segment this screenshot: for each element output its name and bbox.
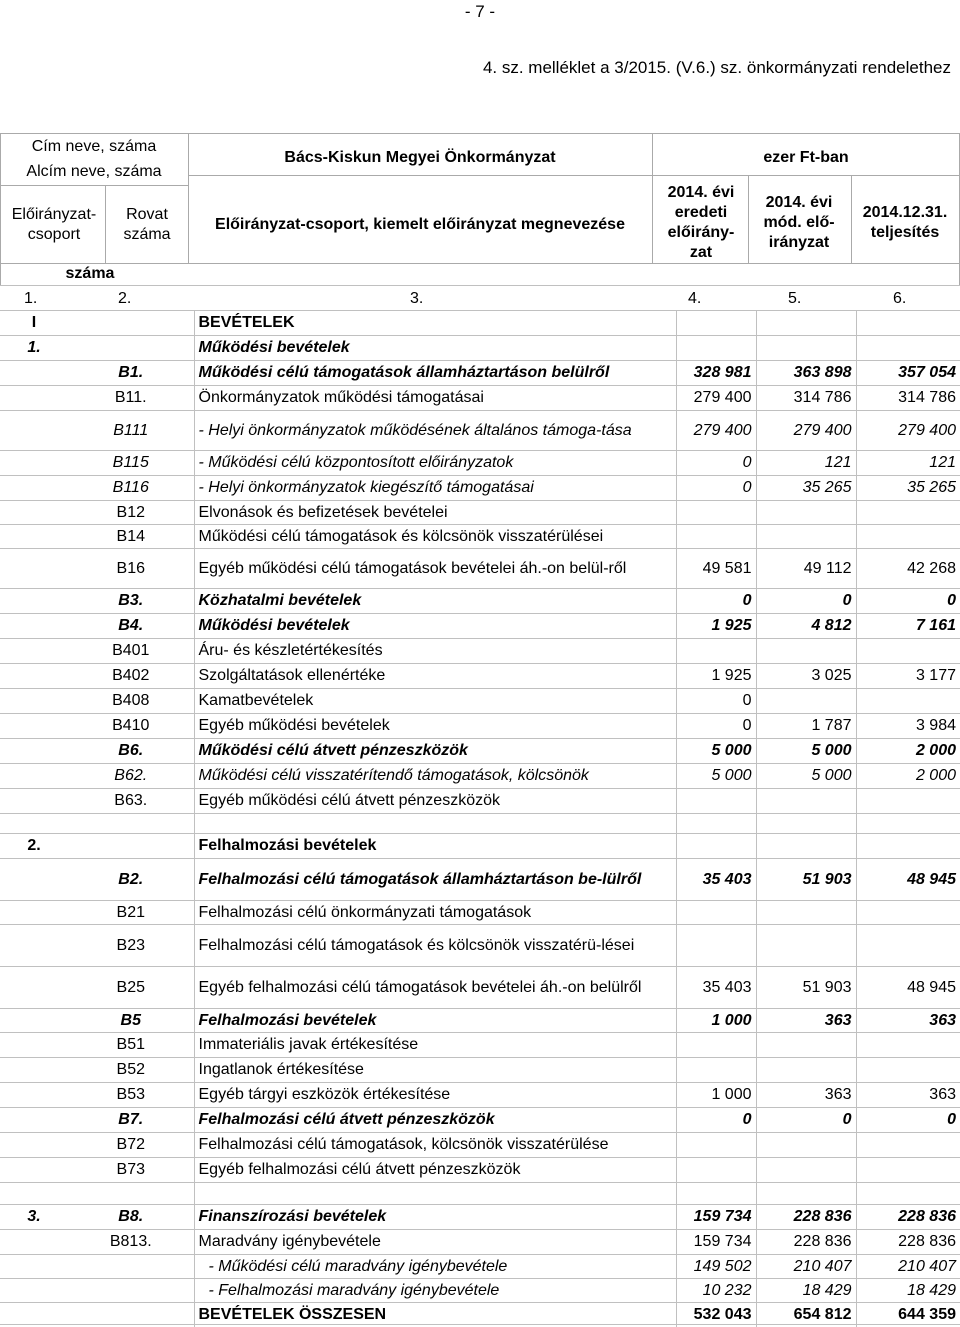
row-original-budget [676,1133,756,1158]
row-original-budget: 279 400 [676,411,756,451]
row-original-budget [676,1058,756,1083]
row-rovat-code: B16 [68,549,194,589]
row-modified-budget [756,925,856,967]
row-original-budget: 0 [676,689,756,714]
table-bottom-border [0,1324,960,1325]
row-performance [856,525,960,549]
row-description: BEVÉTELEK [194,311,676,336]
table-row [0,386,960,411]
row-section-number [0,386,68,411]
row-section-number [0,411,68,451]
row-rovat-code: B3. [68,589,194,614]
row-description: BEVÉTELEK ÖSSZESEN [194,1303,676,1327]
row-modified-budget: 121 [756,451,856,476]
row-section-number [0,525,68,549]
row-description: Önkormányzatok működési támogatásai [194,386,676,411]
row-rovat-code [68,311,194,336]
row-performance [856,639,960,664]
row-section-number [0,925,68,967]
col-number-6: 6. [893,290,907,307]
table-row [0,1133,960,1158]
table-row [0,789,960,814]
table-row [0,549,960,589]
row-rovat-code [68,336,194,361]
row-description: Működési bevételek [194,614,676,639]
row-section-number [0,739,68,764]
row-original-budget: 0 [676,476,756,501]
row-modified-budget [756,901,856,925]
row-performance: 210 407 [856,1255,960,1279]
row-original-budget: 1 000 [676,1009,756,1033]
row-section-number: 2. [0,834,68,859]
row-rovat-code: B25 [68,967,194,1009]
row-original-budget [676,814,756,834]
table-row [0,614,960,639]
row-description: Egyéb felhalmozási célú átvett pénzeszközök [194,1158,676,1183]
row-rovat-code: B21 [68,901,194,925]
row-description: Működési célú támogatások államháztartáson belülről [194,361,676,386]
row-rovat-code: B408 [68,689,194,714]
alcim-label: Alcím neve, száma [26,163,162,180]
row-performance [856,336,960,361]
row-original-budget [676,789,756,814]
row-performance: 7 161 [856,614,960,639]
row-section-number: 3. [0,1205,68,1230]
table-row [0,664,960,689]
row-modified-budget: 49 112 [756,549,856,589]
row-performance [856,1183,960,1205]
col5-label: 2014. évi mód. elő-irányzat [763,194,835,251]
row-description: Finanszírozási bevételek [194,1205,676,1230]
table-row [0,901,960,925]
row-modified-budget [756,1058,856,1083]
row-performance: 314 786 [856,386,960,411]
row-rovat-code: B11. [68,386,194,411]
row-original-budget: 0 [676,1108,756,1133]
row-original-budget: 5 000 [676,739,756,764]
row-section-number [0,859,68,901]
row-description: Egyéb felhalmozási célú támogatások bevételei áh.-on belülről [194,967,676,1009]
row-rovat-code: B813. [68,1230,194,1255]
row-section-number [0,1183,68,1205]
row-rovat-code [68,834,194,859]
row-section-number [0,476,68,501]
table-row [0,859,960,901]
row-modified-budget: 363 [756,1083,856,1108]
row-performance: 279 400 [856,411,960,451]
col-number-1: 1. [24,290,38,307]
row-original-budget [676,639,756,664]
row-rovat-code: B4. [68,614,194,639]
row-section-number [0,361,68,386]
row-rovat-code: B5 [68,1009,194,1033]
row-description: Működési bevételek [194,336,676,361]
row-performance: 0 [856,589,960,614]
unit-label: ezer Ft-ban [763,149,849,166]
row-original-budget [676,834,756,859]
row-modified-budget: 51 903 [756,967,856,1009]
row-modified-budget [756,1158,856,1183]
row-description: Felhalmozási célú önkormányzati támogatások [194,901,676,925]
row-performance: 48 945 [856,859,960,901]
row-rovat-code: B401 [68,639,194,664]
row-rovat-code: B410 [68,714,194,739]
row-description: Egyéb működési bevételek [194,714,676,739]
row-performance [856,501,960,525]
row-performance: 228 836 [856,1230,960,1255]
table-row [0,1033,960,1058]
row-modified-budget [756,525,856,549]
row-original-budget: 159 734 [676,1230,756,1255]
row-performance [856,1058,960,1083]
row-description: Egyéb működési célú átvett pénzeszközök [194,789,676,814]
row-description: Szolgáltatások ellenértéke [194,664,676,689]
row-modified-budget: 5 000 [756,764,856,789]
row-description: Felhalmozási célú támogatások és kölcsönök visszatérü-lései [194,925,676,967]
row-original-budget: 159 734 [676,1205,756,1230]
row-modified-budget [756,834,856,859]
row-original-budget [676,311,756,336]
table-row [0,525,960,549]
table-row [0,639,960,664]
row-performance: 228 836 [856,1205,960,1230]
row-original-budget: 5 000 [676,764,756,789]
rovat-szama-label: Rovat száma [123,206,171,243]
row-section-number: 1. [0,336,68,361]
row-section-number [0,789,68,814]
row-original-budget: 49 581 [676,549,756,589]
row-section-number [0,1108,68,1133]
col6-label: 2014.12.31. teljesítés [862,204,948,241]
col-number-5: 5. [788,290,802,307]
row-rovat-code: B8. [68,1205,194,1230]
row-performance: 42 268 [856,549,960,589]
row-rovat-code [68,1303,194,1327]
row-rovat-code: B115 [68,451,194,476]
row-rovat-code: B72 [68,1133,194,1158]
row-performance [856,1158,960,1183]
row-description: Egyéb tárgyi eszközök értékesítése [194,1083,676,1108]
row-performance: 357 054 [856,361,960,386]
row-performance: 121 [856,451,960,476]
row-section-number [0,901,68,925]
row-modified-budget [756,1033,856,1058]
row-section-number [0,1133,68,1158]
row-section-number [0,664,68,689]
row-modified-budget [756,814,856,834]
szama-label: száma [65,265,115,282]
row-rovat-code: B116 [68,476,194,501]
row-performance: 2 000 [856,739,960,764]
row-section-number [0,689,68,714]
row-original-budget [676,336,756,361]
page-number: - 7 - [464,2,496,21]
row-modified-budget [756,336,856,361]
row-modified-budget: 210 407 [756,1255,856,1279]
row-performance: 3 177 [856,664,960,689]
row-modified-budget: 18 429 [756,1279,856,1303]
row-description [194,814,676,834]
row-modified-budget: 4 812 [756,614,856,639]
col-number-2: 2. [118,290,132,307]
table-row [0,1205,960,1230]
row-performance [856,1133,960,1158]
row-original-budget [676,925,756,967]
description-label: Előirányzat-csoport, kiemelt előirányzat megnevezése [215,216,625,233]
row-modified-budget: 363 898 [756,361,856,386]
row-section-number [0,1230,68,1255]
row-description: - Működési célú központosított előirányzatok [194,451,676,476]
table-row [0,1255,960,1279]
row-rovat-code: B73 [68,1158,194,1183]
row-original-budget: 1 925 [676,614,756,639]
table-row [0,311,960,336]
row-modified-budget: 0 [756,1108,856,1133]
row-performance [856,789,960,814]
row-modified-budget: 228 836 [756,1205,856,1230]
row-rovat-code: B23 [68,925,194,967]
table-row [0,1009,960,1033]
table-row [0,336,960,361]
row-original-budget: 279 400 [676,386,756,411]
row-section-number [0,1009,68,1033]
row-section-number [0,614,68,639]
table-row [0,764,960,789]
row-description: Felhalmozási célú támogatások államháztartáson be-lülről [194,859,676,901]
row-performance: 363 [856,1009,960,1033]
row-performance: 18 429 [856,1279,960,1303]
table-row [0,739,960,764]
row-modified-budget [756,501,856,525]
table-row [0,1230,960,1255]
row-section-number [0,501,68,525]
row-description: Felhalmozási bevételek [194,834,676,859]
row-description: - Felhalmozási maradvány igénybevétele [194,1279,676,1303]
row-performance [856,925,960,967]
row-original-budget: 1 000 [676,1083,756,1108]
table-row [0,411,960,451]
column-numbers-row [0,285,960,311]
row-performance: 363 [856,1083,960,1108]
row-section-number [0,639,68,664]
row-performance: 35 265 [856,476,960,501]
table-row [0,361,960,386]
row-modified-budget: 3 025 [756,664,856,689]
row-section-number [0,1058,68,1083]
row-modified-budget [756,639,856,664]
table-row [0,834,960,859]
row-rovat-code: B2. [68,859,194,901]
table-row [0,1183,960,1205]
row-original-budget: 0 [676,451,756,476]
row-modified-budget [756,1133,856,1158]
row-section-number [0,714,68,739]
row-description: Egyéb működési célú támogatások bevételei áh.-on belül-ről [194,549,676,589]
table-row [0,1058,960,1083]
table-row [0,1108,960,1133]
row-modified-budget: 0 [756,589,856,614]
row-section-number [0,1033,68,1058]
row-section-number [0,764,68,789]
row-rovat-code: B53 [68,1083,194,1108]
row-modified-budget: 363 [756,1009,856,1033]
row-original-budget [676,501,756,525]
table-row [0,814,960,834]
row-original-budget: 1 925 [676,664,756,689]
row-modified-budget: 314 786 [756,386,856,411]
row-section-number [0,1255,68,1279]
row-rovat-code: B7. [68,1108,194,1133]
row-modified-budget [756,789,856,814]
row-original-budget [676,1033,756,1058]
row-rovat-code: B402 [68,664,194,689]
row-description: Maradvány igénybevétele [194,1230,676,1255]
row-performance: 644 359 [856,1303,960,1327]
row-rovat-code: B14 [68,525,194,549]
row-modified-budget: 51 903 [756,859,856,901]
row-description: Felhalmozási bevételek [194,1009,676,1033]
table-row [0,714,960,739]
row-description: Áru- és készletértékesítés [194,639,676,664]
row-description: Felhalmozási célú támogatások, kölcsönök visszatérülése [194,1133,676,1158]
table-row [0,476,960,501]
row-performance: 2 000 [856,764,960,789]
row-rovat-code: B111 [68,411,194,451]
cim-label: Cím neve, száma [31,138,157,155]
row-original-budget: 10 232 [676,1279,756,1303]
row-original-budget [676,1183,756,1205]
row-original-budget [676,1158,756,1183]
row-description: - Helyi önkormányzatok működésének általános támoga-tása [194,411,676,451]
row-performance: 48 945 [856,967,960,1009]
row-original-budget: 532 043 [676,1303,756,1327]
table-row [0,925,960,967]
annex-title: 4. sz. melléklet a 3/2015. (V.6.) sz. önkormányzati rendelethez [482,58,951,77]
row-description: Elvonások és befizetések bevételei [194,501,676,525]
row-original-budget: 0 [676,714,756,739]
col-number-3: 3. [410,290,424,307]
row-description: Működési célú átvett pénzeszközök [194,739,676,764]
row-section-number [0,1303,68,1327]
row-performance [856,901,960,925]
row-section-number [0,451,68,476]
row-section-number [0,814,68,834]
row-description: Működési célú támogatások és kölcsönök visszatérülései [194,525,676,549]
row-rovat-code: B52 [68,1058,194,1083]
row-rovat-code: B1. [68,361,194,386]
table-header [0,133,960,285]
row-rovat-code [68,1279,194,1303]
row-section-number [0,589,68,614]
table-row [0,589,960,614]
row-section-number: I [0,311,68,336]
row-modified-budget: 228 836 [756,1230,856,1255]
row-section-number [0,967,68,1009]
table-row [0,1279,960,1303]
table-row [0,1083,960,1108]
row-rovat-code: B51 [68,1033,194,1058]
budget-table [0,310,960,1327]
eloiranyzat-csoport-label: Előirányzat-csoport [11,206,97,243]
row-original-budget [676,525,756,549]
row-description: Kamatbevételek [194,689,676,714]
row-description: - Működési célú maradvány igénybevétele [194,1255,676,1279]
col4-label: 2014. évi eredeti előirány-zat [667,184,735,261]
row-rovat-code [68,814,194,834]
row-section-number [0,549,68,589]
row-description: Immateriális javak értékesítése [194,1033,676,1058]
row-rovat-code: B12 [68,501,194,525]
row-original-budget: 328 981 [676,361,756,386]
table-row [0,451,960,476]
row-performance [856,1033,960,1058]
row-performance: 3 984 [856,714,960,739]
row-modified-budget [756,689,856,714]
row-description: - Helyi önkormányzatok kiegészítő támogatásai [194,476,676,501]
row-description: Működési célú visszatérítendő támogatások, kölcsönök [194,764,676,789]
table-row [0,1158,960,1183]
table-row [0,689,960,714]
row-modified-budget [756,311,856,336]
row-section-number [0,1158,68,1183]
row-original-budget: 149 502 [676,1255,756,1279]
table-row [0,501,960,525]
row-modified-budget: 35 265 [756,476,856,501]
row-rovat-code [68,1183,194,1205]
row-original-budget: 35 403 [676,967,756,1009]
row-section-number [0,1083,68,1108]
row-performance [856,834,960,859]
row-modified-budget: 654 812 [756,1303,856,1327]
row-original-budget: 0 [676,589,756,614]
row-original-budget: 35 403 [676,859,756,901]
col-number-4: 4. [688,290,702,307]
row-performance [856,311,960,336]
row-rovat-code [68,1255,194,1279]
row-description: Ingatlanok értékesítése [194,1058,676,1083]
row-modified-budget: 1 787 [756,714,856,739]
row-section-number [0,1279,68,1303]
row-original-budget [676,901,756,925]
row-modified-budget: 279 400 [756,411,856,451]
organization-name: Bács-Kiskun Megyei Önkormányzat [284,149,556,166]
row-rovat-code: B63. [68,789,194,814]
row-performance [856,814,960,834]
table-row [0,967,960,1009]
row-performance [856,689,960,714]
row-rovat-code: B6. [68,739,194,764]
row-description [194,1183,676,1205]
row-rovat-code: B62. [68,764,194,789]
row-description: Felhalmozási célú átvett pénzeszközök [194,1108,676,1133]
table-row [0,1303,960,1327]
row-modified-budget: 5 000 [756,739,856,764]
row-performance: 0 [856,1108,960,1133]
row-description: Közhatalmi bevételek [194,589,676,614]
row-modified-budget [756,1183,856,1205]
